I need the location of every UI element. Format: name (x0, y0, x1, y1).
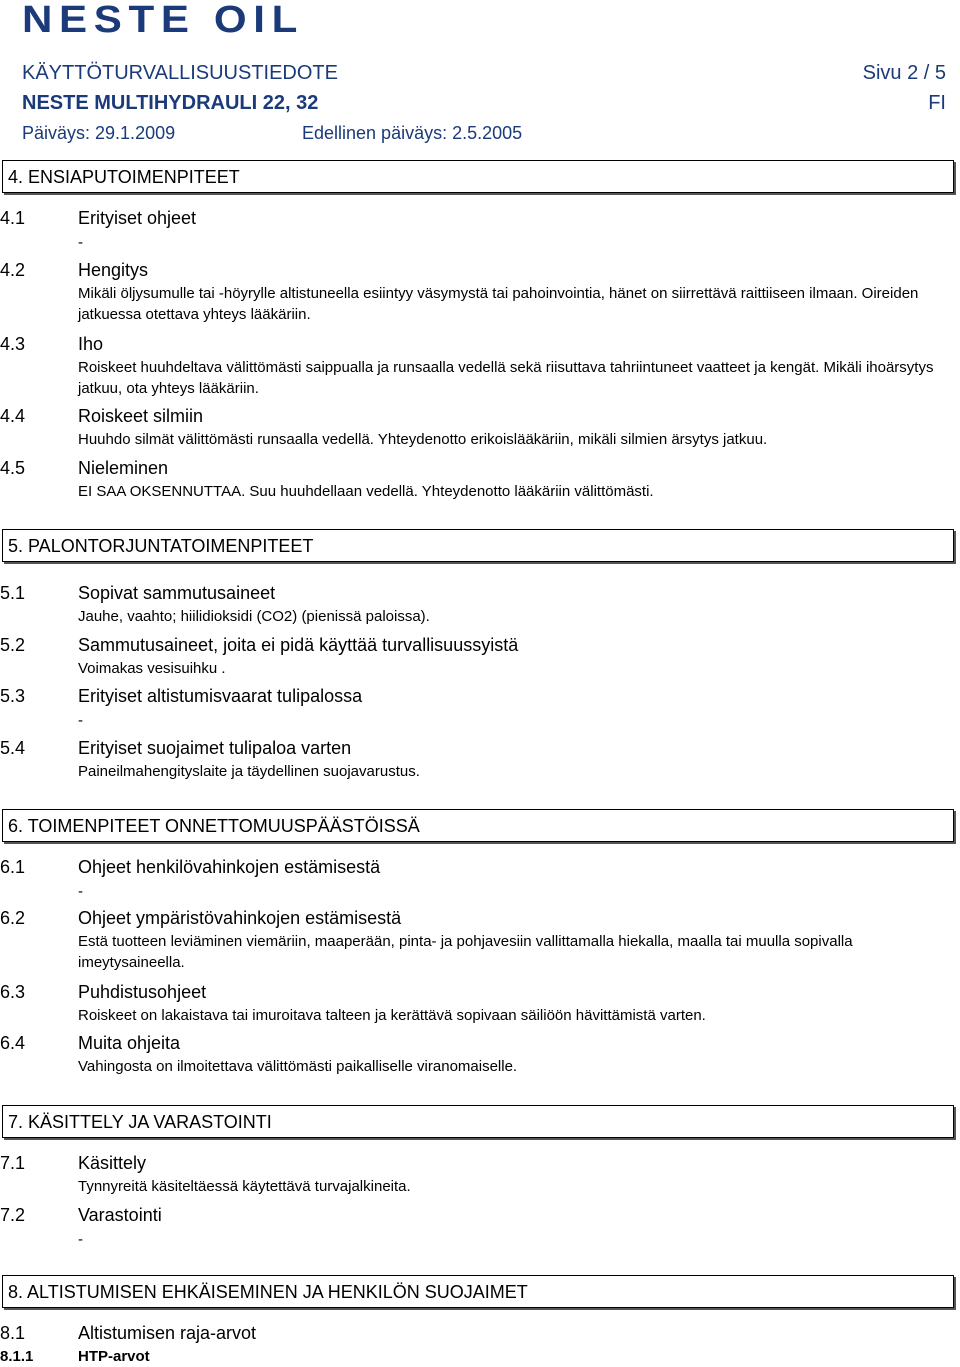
issue-date: Päiväys: 29.1.2009 (22, 123, 176, 143)
item-text: Estä tuotteen leviäminen viemäriin, maaperään, pinta- ja pohjavesiin vallittamalla hiekalla, maalla tai muulla sopivalla imeytysaineella. (78, 933, 853, 971)
section-4-title: 4. ENSIAPUTOIMENPITEET (8, 167, 240, 187)
item-heading: Ohjeet ympäristövahinkojen estämisestä (78, 908, 402, 928)
item-number: 7.2 (0, 1205, 26, 1225)
section-7-title: 7. KÄSITTELY JA VARASTOINTI (8, 1112, 272, 1132)
item-text: Tynnyreitä käsiteltäessä käytettävä turvajalkineita. (78, 1178, 411, 1195)
item-text: - (78, 712, 83, 729)
section-6-header (2, 809, 954, 842)
item-text: - (78, 1231, 83, 1248)
item-text: - (78, 883, 83, 900)
section-5-header (2, 529, 954, 562)
item-number: 6.1 (0, 857, 26, 877)
item-heading: Varastointi (78, 1205, 162, 1225)
section-5-title: 5. PALONTORJUNTATOIMENPITEET (8, 536, 314, 556)
item-heading: Roiskeet silmiin (78, 406, 204, 426)
item-heading: Erityiset ohjeet (78, 208, 197, 228)
section-7-header (2, 1105, 954, 1138)
item-text: - (78, 234, 83, 251)
item-number: 5.2 (0, 635, 26, 655)
item-text: Jauhe, vaahto; hiilidioksidi (CO2) (pienissä paloissa). (78, 608, 430, 625)
previous-date: Edellinen päiväys: 2.5.2005 (302, 123, 523, 143)
item-heading: Nieleminen (78, 458, 169, 478)
item-number: 4.1 (0, 208, 26, 228)
item-text: Roiskeet huuhdeltava välittömästi saippualla ja runsaalla vedellä sekä riisuttava tahriintuneet vaatteet ja kengät. Mikäli ihoärsytys jatkuu, ota yhteys lääkäriin. (78, 359, 934, 397)
item-text: Paineilmahengityslaite ja täydellinen suojavarustus. (78, 763, 420, 780)
item-text: Roiskeet on lakaistava tai imuroitava talteen ja kerättävä sopivaan säiliöön hävittämistä varten. (78, 1007, 706, 1024)
item-text: Huuhdo silmät välittömästi runsaalla vedellä. Yhteydenotto erikoislääkäriin, mikäli silmien ärsytys jatkuu. (78, 431, 768, 448)
item-number: 7.1 (0, 1153, 26, 1173)
item-heading: Erityiset altistumisvaarat tulipalossa (78, 686, 363, 706)
subitem-heading: HTP-arvot (78, 1348, 150, 1365)
item-number: 5.3 (0, 686, 26, 706)
item-text: Voimakas vesisuihku . (78, 660, 226, 677)
document-title: KÄYTTÖTURVALLISUUSTIEDOTE (22, 62, 338, 84)
item-heading: Erityiset suojaimet tulipaloa varten (78, 738, 352, 758)
item-heading: Ohjeet henkilövahinkojen estämisestä (78, 857, 381, 877)
item-heading: Altistumisen raja-arvot (78, 1323, 257, 1343)
subitem-number: 8.1.1 (0, 1348, 34, 1365)
item-number: 8.1 (0, 1323, 26, 1343)
neste-oil-logo (22, 2, 307, 41)
item-number: 4.4 (0, 406, 26, 426)
page-number: Sivu 2 / 5 (862, 62, 946, 84)
item-number: 4.5 (0, 458, 26, 478)
section-8-title: 8. ALTISTUMISEN EHKÄISEMINEN JA HENKILÖN SUOJAIMET (8, 1282, 528, 1302)
item-heading: Iho (78, 334, 104, 354)
item-text: EI SAA OKSENNUTTAA. Suu huuhdellaan vedellä. Yhteydenotto lääkäriin välittömästi. (78, 483, 654, 500)
item-number: 6.4 (0, 1033, 26, 1053)
section-6-title: 6. TOIMENPITEET ONNETTOMUUSPÄÄSTÖISSÄ (8, 816, 420, 836)
item-heading: Sammutusaineet, joita ei pidä käyttää turvallisuussyistä (78, 635, 519, 655)
item-number: 5.4 (0, 738, 26, 758)
product-name: NESTE MULTIHYDRAULI 22, 32 (22, 92, 319, 114)
svg-text:NESTE OIL: NESTE OIL (22, 2, 304, 36)
item-number: 6.3 (0, 982, 26, 1002)
item-heading: Muita ohjeita (78, 1033, 181, 1053)
item-heading: Puhdistusohjeet (78, 982, 207, 1002)
item-heading: Hengitys (78, 260, 149, 280)
item-number: 5.1 (0, 583, 26, 603)
item-number: 4.3 (0, 334, 26, 354)
item-heading: Käsittely (78, 1153, 147, 1173)
section-8-header (2, 1275, 954, 1308)
item-number: 4.2 (0, 260, 26, 280)
item-heading: Sopivat sammutusaineet (78, 583, 276, 603)
item-text: Mikäli öljysumulle tai -höyrylle altistuneella esiintyy väsymystä tai pahoinvointia, hänet on siirrettävä raittiiseen ilmaan. Oireiden jatkuessa otettava yhteys lääkäriin. (78, 285, 919, 323)
item-text: Vahingosta on ilmoitettava välittömästi paikalliselle viranomaiselle. (78, 1058, 518, 1075)
section-4-header (2, 160, 954, 193)
item-number: 6.2 (0, 908, 26, 928)
language-code: FI (928, 92, 946, 114)
